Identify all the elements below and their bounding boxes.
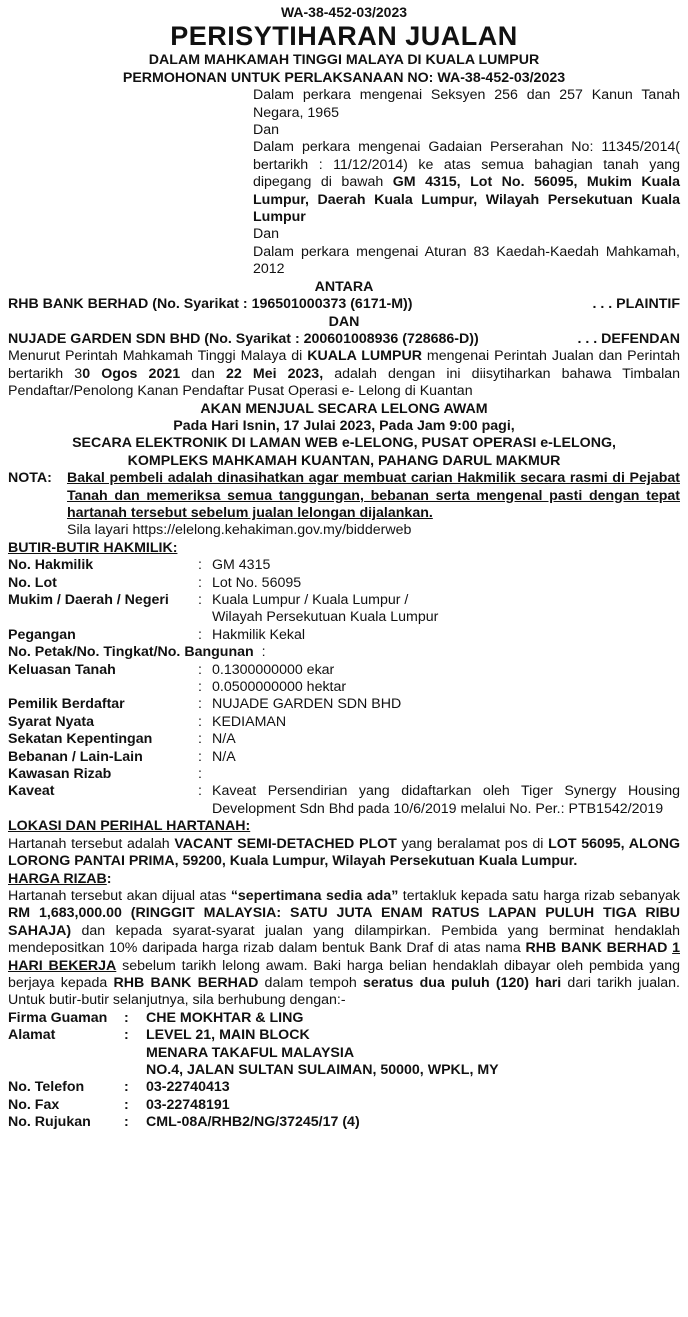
nota-text: Bakal pembeli adalah dinasihatkan agar membuat carian Hakmilik secara rasmi di Pejabat Tanah dan memeriksa semua tanggungan, bebanan serta mengenal pasti dengan tepat hartanah tersebut sebelum jualan lelongan dijalankan. xyxy=(67,470,680,521)
td-key: Pegangan xyxy=(8,626,76,643)
order-court-place: KUALA LUMPUR xyxy=(307,348,422,365)
matter-1: Dalam perkara mengenai Seksyen 256 dan 257 Kanun Tanah Negara, 1965 xyxy=(253,87,680,121)
td-colon: : xyxy=(198,626,202,643)
matter-block xyxy=(253,87,680,278)
reserve-heading: HARGA RIZAB xyxy=(8,870,107,887)
antara-label: ANTARA xyxy=(314,278,374,295)
td-value: KEDIAMAN xyxy=(212,713,287,730)
contact-colon: : xyxy=(124,1096,129,1113)
reserve-colon: : xyxy=(106,870,112,887)
plaintiff-role: . . . PLAINTIF xyxy=(592,296,680,313)
court-name: DALAM MAHKAMAH TINGGI MALAYA DI KUALA LUMPUR xyxy=(148,52,540,69)
contact-block xyxy=(8,1010,680,1132)
nota-visit: Sila layari https://elelong.kehakiman.gov.my/bidderweb xyxy=(67,522,412,539)
res-price: RM 1,683,000.00 (RINGGIT MALAYSIA: SATU JUTA ENAM RATUS LAPAN PULUH TIGA RIBU SAHAJA) xyxy=(8,905,680,939)
td-value: Kuala Lumpur / Kuala Lumpur / xyxy=(212,592,409,608)
td-value: Kaveat Persendirian yang didaftarkan oleh Tiger Synergy Housing Development Sdn Bhd pada 10/6/2019 melalui No. Per.: PTB1542/2019 xyxy=(212,783,680,817)
td-colon: : xyxy=(198,679,202,696)
loc-text-3: yang beralamat pos di xyxy=(396,835,549,852)
nota-label: NOTA: xyxy=(8,470,52,487)
reserve-heading-row xyxy=(8,871,680,888)
contact-colon: : xyxy=(124,1009,129,1026)
loc-text-1: Hartanah tersebut adalah xyxy=(8,835,175,852)
td-key: Mukim / Daerah / Negeri xyxy=(8,592,169,608)
title-details-heading: BUTIR-BUTIR HAKMILIK: xyxy=(8,539,178,556)
td-value: Wilayah Persekutuan Kuala Lumpur xyxy=(212,609,439,626)
res-text-11: dalam tempoh xyxy=(258,974,363,991)
plaintiff-name: RHB BANK BERHAD (No. Syarikat : 196501000373 (6171-M)) xyxy=(8,296,413,313)
reference-value: CML-08A/RHB2/NG/37245/17 (4) xyxy=(146,1114,360,1131)
td-colon: : xyxy=(198,696,202,713)
td-colon: : xyxy=(198,713,202,730)
contact-colon: : xyxy=(124,1027,129,1044)
td-colon: : xyxy=(198,766,202,783)
td-value: 0.1300000000 ekar xyxy=(212,661,335,678)
td-key: No. Lot xyxy=(8,574,57,591)
td-value: GM 4315 xyxy=(212,557,271,574)
td-colon: : xyxy=(198,783,202,800)
petak-row xyxy=(8,644,680,661)
contact-colon: : xyxy=(124,1079,129,1096)
td-colon: : xyxy=(198,748,202,765)
matter-2 xyxy=(253,139,680,226)
auction-date: Pada Hari Isnin, 17 Julai 2023, Pada Jam 9:00 pagi, xyxy=(173,417,515,434)
page-title: PERISYTIHARAN JUALAN xyxy=(170,21,518,52)
td-value xyxy=(212,766,680,783)
td-value: N/A xyxy=(212,731,236,748)
td-colon: : xyxy=(198,592,202,608)
order-text-5: dan xyxy=(180,365,226,382)
location-heading: LOKASI DAN PERIHAL HARTANAH: xyxy=(8,818,251,835)
fax-number: 03-22748191 xyxy=(146,1096,230,1113)
td-key: Syarat Nyata xyxy=(8,713,94,730)
title-details-table-2 xyxy=(8,662,680,819)
td-value: N/A xyxy=(212,748,236,765)
order-paragraph xyxy=(8,348,680,400)
auction-venue-1: SECARA ELEKTRONIK DI LAMAN WEB e-LELONG, PUSAT OPERASI e-LELONG, xyxy=(72,435,616,452)
td-value: NUJADE GARDEN SDN BHD xyxy=(212,696,402,713)
firm-name: CHE MOKHTAR & LING xyxy=(146,1009,304,1026)
td-key: Kaveat xyxy=(8,783,55,800)
address-line-2: MENARA TAKAFUL MALAYSIA xyxy=(146,1044,355,1061)
reference-number: WA-38-452-03/2023 xyxy=(280,4,408,20)
and-1: Dan xyxy=(253,122,280,139)
address-line-1: LEVEL 21, MAIN BLOCK xyxy=(146,1027,310,1044)
petak-label: No. Petak/No. Tingkat/No. Bangunan xyxy=(8,644,254,661)
res-text-9: sebelum tarikh lelong awam. Baki harga belian hendaklah dibayar oleh pembida yang berjaya kepada xyxy=(8,957,681,991)
auction-venue-2: KOMPLEKS MAHKAMAH KUANTAN, PAHANG DARUL MAKMUR xyxy=(127,452,561,469)
order-date-2: 22 Mei 2023, xyxy=(226,365,324,382)
defendant-name: NUJADE GARDEN SDN BHD (No. Syarikat : 200601008936 (728686-D)) xyxy=(8,330,479,347)
res-text-1: Hartanah tersebut akan dijual atas xyxy=(8,887,231,904)
order-date-1: 0 Ogos 2021 xyxy=(82,365,181,382)
td-colon: : xyxy=(198,661,202,678)
auction-heading: AKAN MENJUAL SECARA LELONG AWAM xyxy=(200,400,488,417)
td-value: 0.0500000000 hektar xyxy=(212,679,347,696)
title-details-table-1 xyxy=(8,557,680,644)
td-key: No. Hakmilik xyxy=(8,557,94,574)
loc-address: LOT 56095, ALONG LORONG PANTAI PRIMA, 59200, Kuala Lumpur, Wilayah Persekutuan Kuala Lumpur. xyxy=(8,835,680,870)
location-paragraph xyxy=(8,836,680,871)
firm-label: Firma Guaman xyxy=(8,1009,108,1026)
reserve-paragraph xyxy=(8,888,680,1010)
order-text-1: Menurut Perintah Mahkamah Tinggi Malaya di xyxy=(8,348,308,365)
loc-property-type: VACANT SEMI-DETACHED PLOT xyxy=(174,835,397,852)
matter-2-text: Dalam perkara mengenai Gadaian Perserahan No: 11345/2014( bertarikh : 11/12/2014) ke atas semua bahagian tanah yang dipegang di bawah xyxy=(253,139,680,191)
defendant-row xyxy=(8,331,680,348)
td-key: Sekatan Kepentingan xyxy=(8,731,153,748)
res-period: seratus dua puluh (120) hari xyxy=(362,974,562,991)
order-text-3: mengenai Perintah Jualan dan Perintah bertarikh 3 xyxy=(8,348,681,382)
res-text-3: tertakluk kepada satu harga rizab sebanyak xyxy=(398,887,681,904)
td-colon: : xyxy=(198,731,202,748)
reference-label: No. Rujukan xyxy=(8,1114,91,1131)
telephone-label: No. Telefon xyxy=(8,1079,85,1096)
td-key: Bebanan / Lain-Lain xyxy=(8,748,143,765)
td-key: Pemilik Berdaftar xyxy=(8,696,125,713)
defendant-role: . . . DEFENDAN xyxy=(577,330,680,347)
dan-label: DAN xyxy=(328,313,360,330)
res-bank-2: RHB BANK BERHAD xyxy=(113,974,259,991)
td-key: Keluasan Tanah xyxy=(8,661,116,678)
td-colon: : xyxy=(198,574,202,591)
plaintiff-row xyxy=(8,296,680,313)
address-label: Alamat xyxy=(8,1027,56,1044)
matter-2-title: GM 4315, Lot No. 56095, Mukim Kuala Lumpur, Daerah Kuala Lumpur, Wilayah Persekutuan Kuala Lumpur xyxy=(253,174,680,226)
nota-block xyxy=(8,470,680,540)
res-working-day: 1 HARI BEKERJA xyxy=(8,940,680,974)
td-key: Kawasan Rizab xyxy=(8,766,112,783)
petak-colon: : xyxy=(261,644,266,661)
res-text-5: dan kepada syarat-syarat jualan yang dilampirkan. Pembida yang berminat hendaklah mendepositkan 10% daripada harga rizab dalam bentuk Bank Draf di atas nama xyxy=(8,922,680,957)
res-as-is: “sepertimana sedia ada” xyxy=(230,887,399,904)
and-2: Dan xyxy=(253,226,280,243)
application-number: PERMOHONAN UNTUK PERLAKSANAAN NO: WA-38-452-03/2023 xyxy=(122,69,566,86)
address-line-3: NO.4, JALAN SULTAN SULAIMAN, 50000, WPKL, MY xyxy=(146,1061,499,1078)
matter-3: Dalam perkara mengenai Aturan 83 Kaedah-Kaedah Mahkamah, 2012 xyxy=(253,243,680,278)
td-value: Hakmilik Kekal xyxy=(212,626,306,643)
res-bank-1: RHB BANK BERHAD xyxy=(525,940,668,957)
order-text-7: adalah dengan ini diisytiharkan bahawa Timbalan Pendaftar/Penolong Kanan Pendaftar Pusat Operasi e- Lelong di Kuantan xyxy=(8,365,680,400)
telephone-number: 03-22740413 xyxy=(146,1079,230,1096)
fax-label: No. Fax xyxy=(8,1096,60,1113)
td-colon: : xyxy=(198,557,202,574)
contact-colon: : xyxy=(124,1114,129,1131)
td-value: Lot No. 56095 xyxy=(212,574,302,591)
res-text-13: dari tarikh jualan. Untuk butir-butir selanjutnya, sila berhubung dengan:- xyxy=(8,974,681,1009)
td-key xyxy=(8,679,198,696)
